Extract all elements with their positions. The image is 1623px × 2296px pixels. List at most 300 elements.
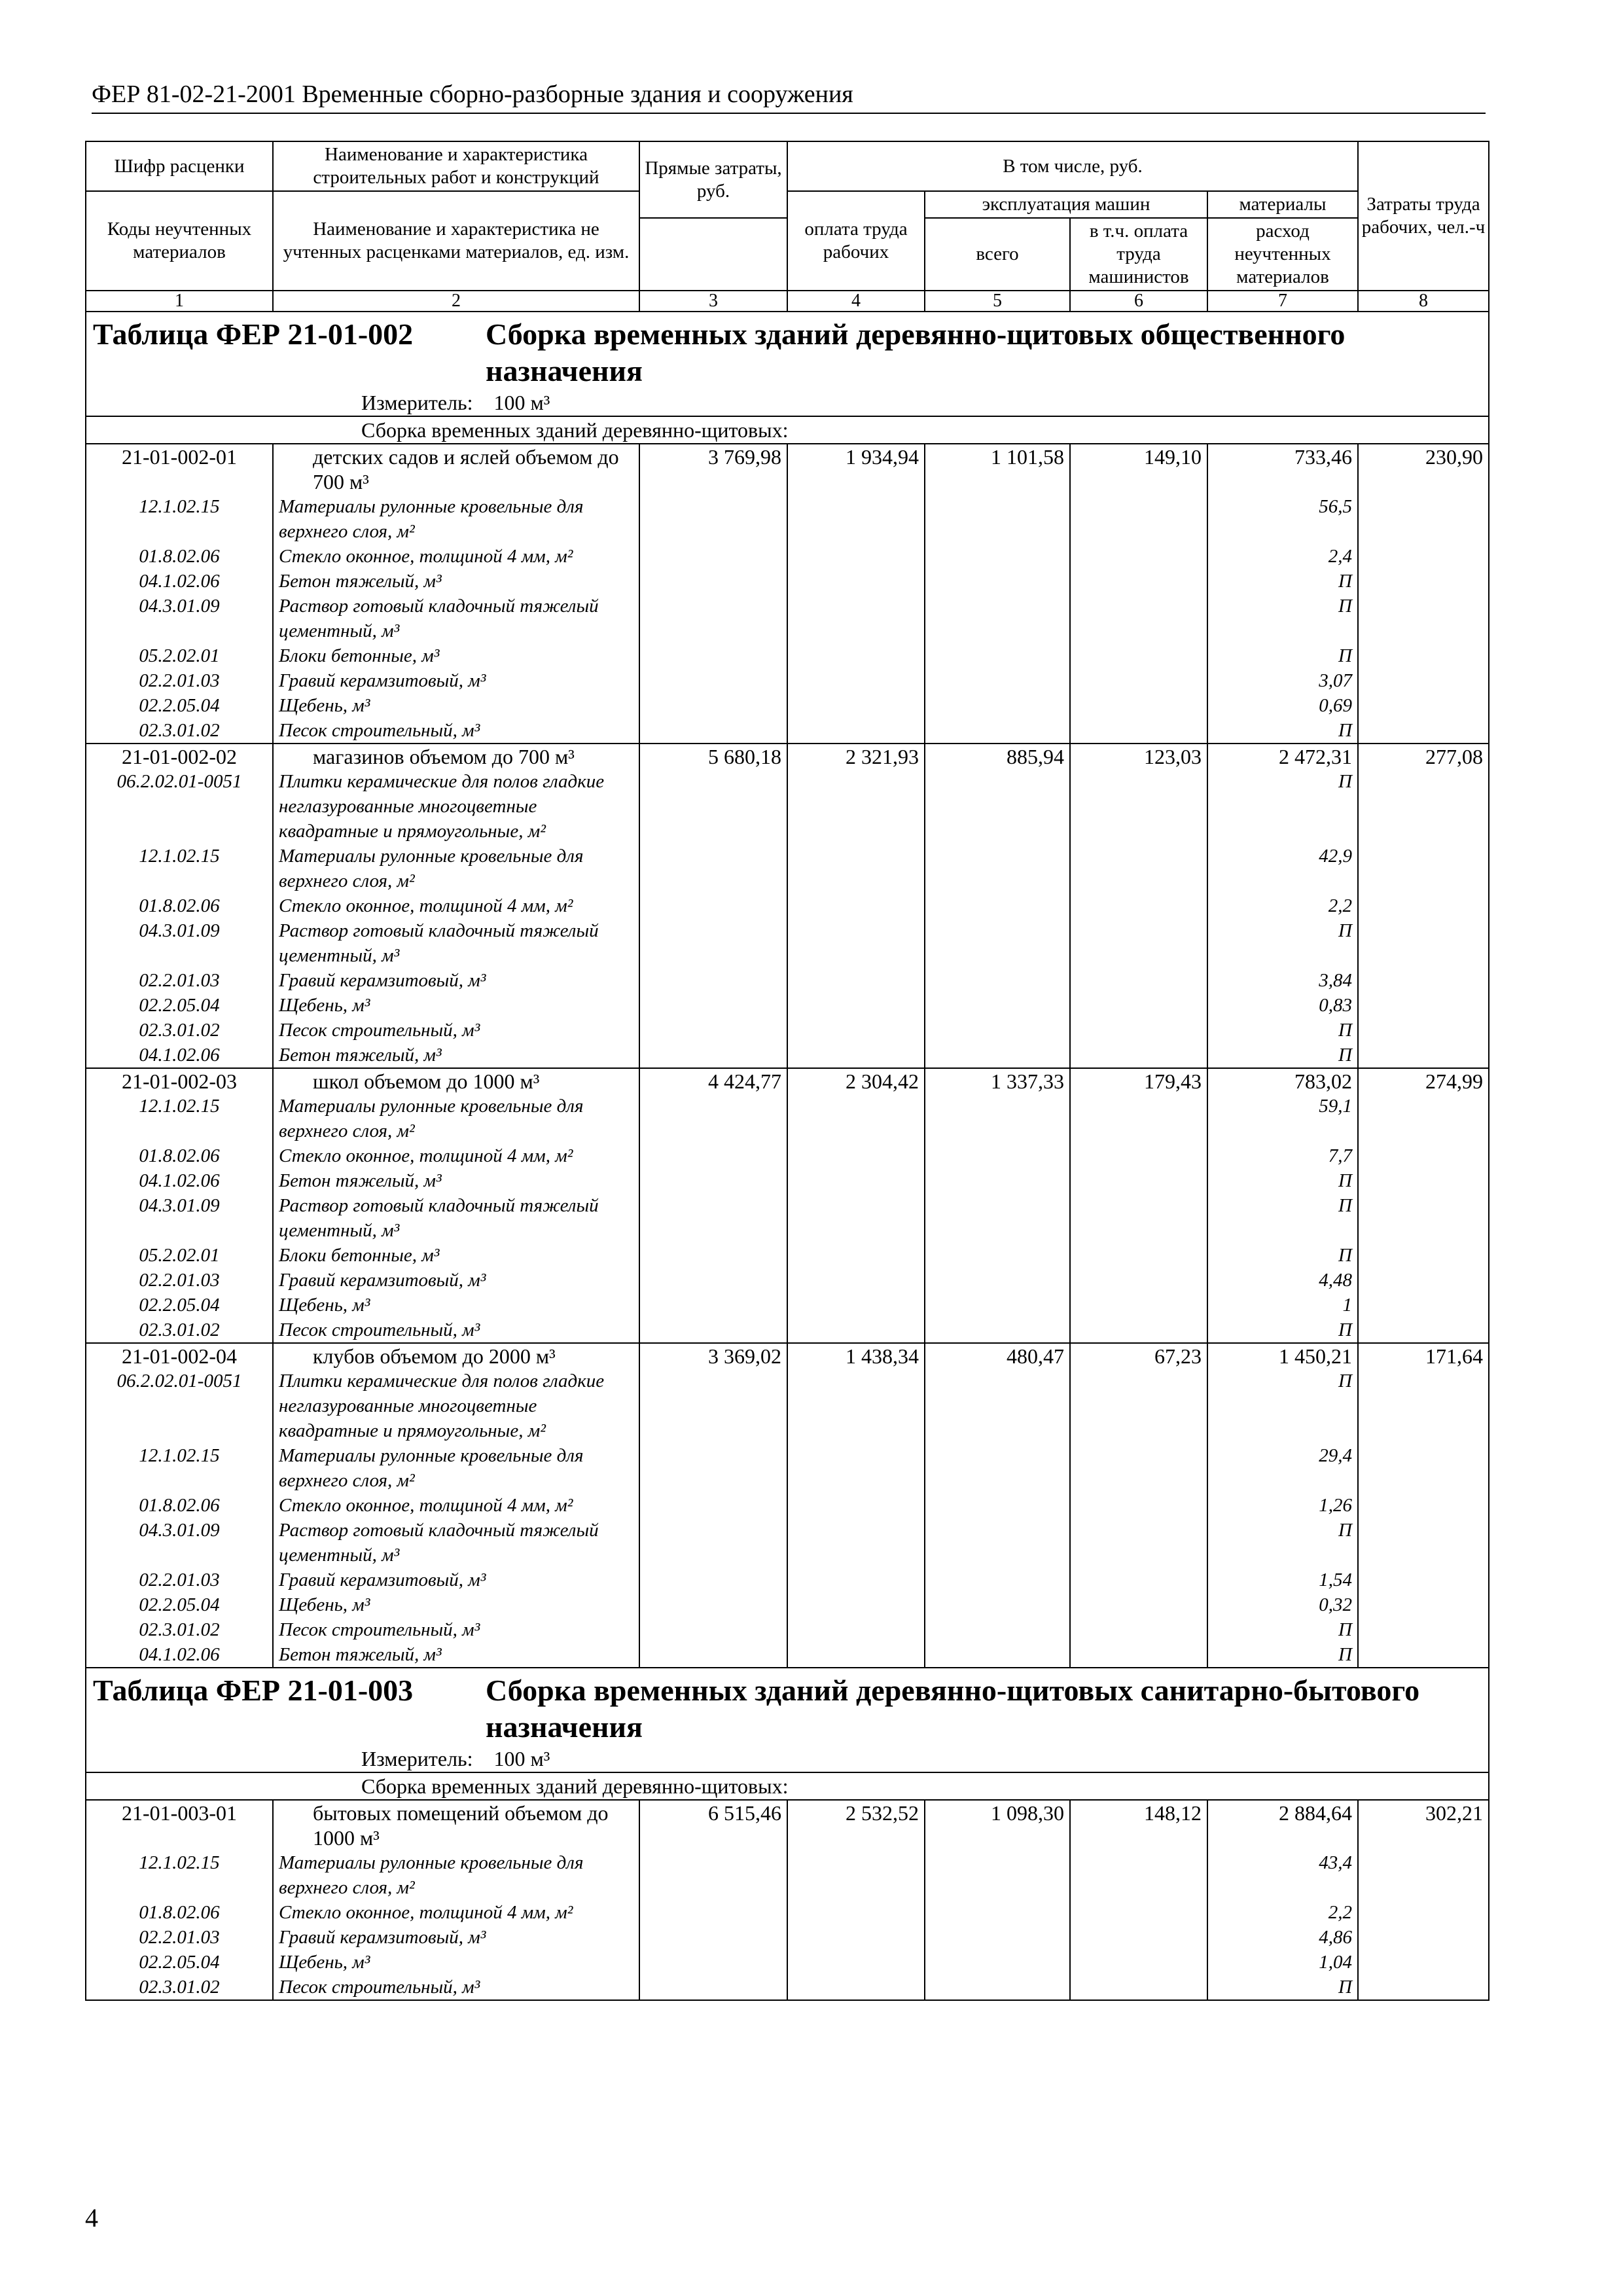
material-name: Щебень, м³ xyxy=(273,1950,639,1975)
material-row xyxy=(86,1018,1489,1043)
material-qty: 43,4 xyxy=(1207,1850,1358,1900)
col2-top-header: Наименование и характеристика строительных работ и конструкций xyxy=(273,141,639,191)
direct-cost: 4 424,77 xyxy=(639,1068,787,1094)
empty-cell xyxy=(1358,1168,1489,1193)
table-label: Таблица ФЕР 21-01-002 xyxy=(93,317,414,351)
empty-cell xyxy=(1358,993,1489,1018)
empty-cell xyxy=(925,693,1070,718)
empty-cell xyxy=(639,1617,787,1642)
material-code: 04.3.01.09 xyxy=(86,594,273,643)
material-code: 06.2.02.01-0051 xyxy=(86,769,273,844)
material-name: Щебень, м³ xyxy=(273,1293,639,1318)
empty-cell xyxy=(1358,1293,1489,1318)
rates-table-container xyxy=(85,141,1488,2001)
empty-cell xyxy=(1358,1900,1489,1925)
material-code: 04.1.02.06 xyxy=(86,569,273,594)
material-name: Гравий керамзитовый, м³ xyxy=(273,668,639,693)
material-name: Раствор готовый кладочный тяжелый цементный, м³ xyxy=(273,918,639,968)
material-code: 02.2.05.04 xyxy=(86,1293,273,1318)
material-row xyxy=(86,1293,1489,1318)
rate-row xyxy=(86,1068,1489,1094)
material-qty: П xyxy=(1207,1243,1358,1268)
empty-cell xyxy=(639,1193,787,1243)
material-code: 02.2.01.03 xyxy=(86,668,273,693)
empty-cell xyxy=(1070,594,1207,643)
direct-cost: 5 680,18 xyxy=(639,744,787,769)
labor-hours: 171,64 xyxy=(1358,1343,1489,1369)
empty-cell xyxy=(1070,1243,1207,1268)
material-row xyxy=(86,1568,1489,1592)
machine-cost: 1 101,58 xyxy=(925,444,1070,494)
empty-cell xyxy=(1358,668,1489,693)
material-row xyxy=(86,668,1489,693)
empty-cell xyxy=(1070,1493,1207,1518)
empty-cell xyxy=(1070,1568,1207,1592)
empty-cell xyxy=(787,769,925,844)
material-qty: П xyxy=(1207,594,1358,643)
material-code: 02.2.05.04 xyxy=(86,993,273,1018)
empty-cell xyxy=(787,968,925,993)
empty-cell xyxy=(1358,1493,1489,1518)
empty-cell xyxy=(1358,844,1489,893)
material-row xyxy=(86,769,1489,844)
material-row xyxy=(86,1975,1489,2000)
empty-cell xyxy=(1358,643,1489,668)
empty-cell xyxy=(787,1243,925,1268)
empty-cell xyxy=(787,544,925,569)
material-row xyxy=(86,1617,1489,1642)
material-qty: 1,26 xyxy=(1207,1493,1358,1518)
material-qty: 1,04 xyxy=(1207,1950,1358,1975)
material-name: Песок строительный, м³ xyxy=(273,1617,639,1642)
material-row xyxy=(86,643,1489,668)
empty-cell xyxy=(639,993,787,1018)
material-code: 12.1.02.15 xyxy=(86,844,273,893)
machinist-labor-cost: 148,12 xyxy=(1070,1800,1207,1850)
empty-cell xyxy=(787,1518,925,1568)
empty-cell xyxy=(1070,643,1207,668)
material-qty: П xyxy=(1207,1168,1358,1193)
empty-cell xyxy=(1070,1518,1207,1568)
empty-cell xyxy=(925,1642,1070,1668)
page-number: 4 xyxy=(85,2203,98,2233)
empty-cell xyxy=(639,1293,787,1318)
material-qty: П xyxy=(1207,569,1358,594)
rate-name: детских садов и яслей объемом до 700 м³ xyxy=(273,444,639,494)
col4-header: оплата труда рабочих xyxy=(787,191,925,291)
empty-cell xyxy=(1358,494,1489,544)
empty-cell xyxy=(1070,1268,1207,1293)
material-code: 12.1.02.15 xyxy=(86,1443,273,1493)
empty-cell xyxy=(639,1043,787,1068)
material-code: 02.3.01.02 xyxy=(86,1018,273,1043)
empty-cell xyxy=(639,1243,787,1268)
material-code: 04.3.01.09 xyxy=(86,918,273,968)
material-name: Блоки бетонные, м³ xyxy=(273,643,639,668)
unit-value: 100 м³ xyxy=(493,391,550,414)
material-name: Щебень, м³ xyxy=(273,993,639,1018)
empty-cell xyxy=(787,1094,925,1143)
empty-cell xyxy=(925,968,1070,993)
material-name: Блоки бетонные, м³ xyxy=(273,1243,639,1268)
material-name: Песок строительный, м³ xyxy=(273,1318,639,1343)
material-name: Раствор готовый кладочный тяжелый цементный, м³ xyxy=(273,1518,639,1568)
empty-cell xyxy=(1358,1318,1489,1343)
table-name: Сборка временных зданий деревянно-щитовых санитарно-бытового назначения xyxy=(486,1674,1420,1744)
material-qty: 3,07 xyxy=(1207,668,1358,693)
table-title xyxy=(86,1668,1489,1746)
machine-cost: 480,47 xyxy=(925,1343,1070,1369)
material-qty: П xyxy=(1207,769,1358,844)
material-qty: 0,69 xyxy=(1207,693,1358,718)
empty-cell xyxy=(1070,494,1207,544)
material-qty: П xyxy=(1207,643,1358,668)
material-row xyxy=(86,1193,1489,1243)
empty-cell xyxy=(925,1018,1070,1043)
material-name: Материалы рулонные кровельные для верхнего слоя, м² xyxy=(273,1443,639,1493)
empty-cell xyxy=(925,844,1070,893)
empty-cell xyxy=(639,1268,787,1293)
material-qty: 1,54 xyxy=(1207,1568,1358,1592)
empty-cell xyxy=(787,594,925,643)
machinist-labor-cost: 149,10 xyxy=(1070,444,1207,494)
material-row xyxy=(86,693,1489,718)
empty-cell xyxy=(1070,569,1207,594)
empty-cell xyxy=(787,718,925,744)
empty-cell xyxy=(1070,1592,1207,1617)
col-number: 6 xyxy=(1070,291,1207,312)
empty-cell xyxy=(639,918,787,968)
empty-cell xyxy=(1358,968,1489,993)
empty-cell xyxy=(1358,769,1489,844)
material-qty: 4,48 xyxy=(1207,1268,1358,1293)
empty-cell xyxy=(1358,569,1489,594)
material-code: 02.2.01.03 xyxy=(86,1268,273,1293)
group-title: Сборка временных зданий деревянно-щитовых: xyxy=(86,1772,1489,1800)
empty-cell xyxy=(639,1094,787,1143)
empty-cell xyxy=(639,1493,787,1518)
empty-cell xyxy=(1070,668,1207,693)
material-code: 02.2.05.04 xyxy=(86,1950,273,1975)
materials-cost: 783,02 xyxy=(1207,1068,1358,1094)
rate-row xyxy=(86,744,1489,769)
material-code: 12.1.02.15 xyxy=(86,1850,273,1900)
empty-cell xyxy=(639,1850,787,1900)
rate-name: клубов объемом до 2000 м³ xyxy=(273,1343,639,1369)
col-number: 7 xyxy=(1207,291,1358,312)
material-qty: 42,9 xyxy=(1207,844,1358,893)
table-name: Сборка временных зданий деревянно-щитовых общественного назначения xyxy=(486,317,1346,387)
running-header: ФЕР 81-02-21-2001 Временные сборно-разборные здания и сооружения xyxy=(92,79,1486,114)
empty-cell xyxy=(925,1592,1070,1617)
empty-cell xyxy=(925,993,1070,1018)
col8-header: Затраты труда рабочих, чел.-ч xyxy=(1358,141,1489,291)
empty-cell xyxy=(1070,1900,1207,1925)
machinist-labor-cost: 179,43 xyxy=(1070,1068,1207,1094)
empty-cell xyxy=(1358,1850,1489,1900)
col-number: 5 xyxy=(925,291,1070,312)
empty-cell xyxy=(787,1318,925,1343)
direct-cost: 3 769,98 xyxy=(639,444,787,494)
empty-cell xyxy=(1358,1925,1489,1950)
material-name: Материалы рулонные кровельные для верхнего слоя, м² xyxy=(273,494,639,544)
material-name: Гравий керамзитовый, м³ xyxy=(273,1268,639,1293)
empty-cell xyxy=(925,1900,1070,1925)
empty-cell xyxy=(1070,1094,1207,1143)
empty-cell xyxy=(925,1975,1070,2000)
labor-cost: 2 321,93 xyxy=(787,744,925,769)
direct-cost: 3 369,02 xyxy=(639,1343,787,1369)
empty-cell xyxy=(639,1518,787,1568)
material-code: 05.2.02.01 xyxy=(86,1243,273,1268)
empty-cell xyxy=(925,718,1070,744)
empty-cell xyxy=(925,1243,1070,1268)
empty-cell xyxy=(787,668,925,693)
empty-cell xyxy=(787,1568,925,1592)
empty-cell xyxy=(787,893,925,918)
empty-cell xyxy=(925,1094,1070,1143)
col3-spacer xyxy=(639,218,787,291)
empty-cell xyxy=(787,1975,925,2000)
empty-cell xyxy=(639,1568,787,1592)
empty-cell xyxy=(1358,1018,1489,1043)
unit-row xyxy=(86,1746,1489,1772)
machinist-labor-cost: 123,03 xyxy=(1070,744,1207,769)
empty-cell xyxy=(1070,718,1207,744)
materials-header: материалы xyxy=(1207,191,1358,218)
empty-cell xyxy=(1070,1293,1207,1318)
rate-code: 21-01-002-04 xyxy=(86,1343,273,1369)
material-code: 02.2.05.04 xyxy=(86,693,273,718)
material-qty: 0,83 xyxy=(1207,993,1358,1018)
empty-cell xyxy=(925,1518,1070,1568)
material-name: Плитки керамические для полов гладкие неглазурованные многоцветные квадратные и прямоугольные, м² xyxy=(273,769,639,844)
empty-cell xyxy=(1070,1043,1207,1068)
empty-cell xyxy=(639,544,787,569)
labor-hours: 302,21 xyxy=(1358,1800,1489,1850)
material-name: Бетон тяжелый, м³ xyxy=(273,569,639,594)
empty-cell xyxy=(787,1143,925,1168)
empty-cell xyxy=(1070,1950,1207,1975)
material-name: Стекло оконное, толщиной 4 мм, м² xyxy=(273,1143,639,1168)
labor-cost: 1 934,94 xyxy=(787,444,925,494)
machine-cost: 1 337,33 xyxy=(925,1068,1070,1094)
empty-cell xyxy=(925,1443,1070,1493)
material-row xyxy=(86,1168,1489,1193)
empty-cell xyxy=(1070,1850,1207,1900)
material-qty: П xyxy=(1207,1018,1358,1043)
col-number: 8 xyxy=(1358,291,1489,312)
material-code: 04.3.01.09 xyxy=(86,1193,273,1243)
col-number: 4 xyxy=(787,291,925,312)
column-numbers-row xyxy=(86,291,1489,312)
empty-cell xyxy=(925,668,1070,693)
unit-value: 100 м³ xyxy=(493,1747,550,1770)
table-title-row xyxy=(86,312,1489,389)
material-qty: П xyxy=(1207,1975,1358,2000)
material-qty: П xyxy=(1207,1193,1358,1243)
empty-cell xyxy=(1070,1318,1207,1343)
empty-cell xyxy=(1070,1443,1207,1493)
empty-cell xyxy=(1070,1925,1207,1950)
material-name: Стекло оконное, толщиной 4 мм, м² xyxy=(273,544,639,569)
material-name: Раствор готовый кладочный тяжелый цементный, м³ xyxy=(273,594,639,643)
empty-cell xyxy=(1358,1268,1489,1293)
material-row xyxy=(86,1592,1489,1617)
material-row xyxy=(86,718,1489,744)
material-qty: 0,32 xyxy=(1207,1592,1358,1617)
empty-cell xyxy=(1070,1642,1207,1668)
material-row xyxy=(86,569,1489,594)
material-qty: П xyxy=(1207,718,1358,744)
group-row xyxy=(86,416,1489,444)
materials-cost: 2 472,31 xyxy=(1207,744,1358,769)
material-code: 01.8.02.06 xyxy=(86,1900,273,1925)
empty-cell xyxy=(1358,1143,1489,1168)
empty-cell xyxy=(787,918,925,968)
material-code: 01.8.02.06 xyxy=(86,1143,273,1168)
material-name: Материалы рулонные кровельные для верхнего слоя, м² xyxy=(273,1094,639,1143)
empty-cell xyxy=(787,643,925,668)
rate-row xyxy=(86,1343,1489,1369)
empty-cell xyxy=(1358,1617,1489,1642)
col3-header: Прямые затраты, руб. xyxy=(639,141,787,218)
empty-cell xyxy=(925,1268,1070,1293)
material-name: Стекло оконное, толщиной 4 мм, м² xyxy=(273,893,639,918)
material-row xyxy=(86,1925,1489,1950)
empty-cell xyxy=(1358,1518,1489,1568)
empty-cell xyxy=(639,844,787,893)
material-name: Гравий керамзитовый, м³ xyxy=(273,1568,639,1592)
material-code: 02.3.01.02 xyxy=(86,1318,273,1343)
empty-cell xyxy=(925,1568,1070,1592)
empty-cell xyxy=(1070,893,1207,918)
empty-cell xyxy=(639,1925,787,1950)
material-code: 12.1.02.15 xyxy=(86,494,273,544)
material-qty: 2,2 xyxy=(1207,893,1358,918)
empty-cell xyxy=(787,1043,925,1068)
material-name: Гравий керамзитовый, м³ xyxy=(273,1925,639,1950)
unit-row xyxy=(86,389,1489,416)
col1-bottom-header: Коды неучтенных материалов xyxy=(86,191,273,291)
material-qty: 3,84 xyxy=(1207,968,1358,993)
material-code: 02.3.01.02 xyxy=(86,1975,273,2000)
empty-cell xyxy=(925,1850,1070,1900)
rate-row xyxy=(86,444,1489,494)
empty-cell xyxy=(787,1850,925,1900)
empty-cell xyxy=(925,1493,1070,1518)
rate-code: 21-01-003-01 xyxy=(86,1800,273,1850)
empty-cell xyxy=(1358,1592,1489,1617)
table-title xyxy=(86,312,1489,389)
material-qty: П xyxy=(1207,1369,1358,1443)
labor-cost: 1 438,34 xyxy=(787,1343,925,1369)
empty-cell xyxy=(639,968,787,993)
material-row xyxy=(86,1268,1489,1293)
material-name: Гравий керамзитовый, м³ xyxy=(273,968,639,993)
empty-cell xyxy=(639,1318,787,1343)
rate-code: 21-01-002-02 xyxy=(86,744,273,769)
empty-cell xyxy=(787,1900,925,1925)
empty-cell xyxy=(1358,1369,1489,1443)
empty-cell xyxy=(1358,1193,1489,1243)
material-code: 04.1.02.06 xyxy=(86,1642,273,1668)
material-name: Песок строительный, м³ xyxy=(273,1975,639,2000)
empty-cell xyxy=(925,1950,1070,1975)
empty-cell xyxy=(925,1193,1070,1243)
empty-cell xyxy=(787,1925,925,1950)
material-qty: 2,4 xyxy=(1207,544,1358,569)
rate-name: магазинов объемом до 700 м³ xyxy=(273,744,639,769)
empty-cell xyxy=(787,1950,925,1975)
empty-cell xyxy=(639,668,787,693)
machine-cost: 885,94 xyxy=(925,744,1070,769)
material-code: 02.2.01.03 xyxy=(86,968,273,993)
material-code: 01.8.02.06 xyxy=(86,1493,273,1518)
empty-cell xyxy=(639,643,787,668)
empty-cell xyxy=(639,1642,787,1668)
table-label: Таблица ФЕР 21-01-003 xyxy=(93,1674,414,1707)
empty-cell xyxy=(1070,918,1207,968)
empty-cell xyxy=(925,494,1070,544)
empty-cell xyxy=(1070,1018,1207,1043)
empty-cell xyxy=(1358,918,1489,968)
material-qty: 56,5 xyxy=(1207,494,1358,544)
material-qty: П xyxy=(1207,1043,1358,1068)
material-qty: 59,1 xyxy=(1207,1094,1358,1143)
included-header: В том числе, руб. xyxy=(787,141,1358,191)
material-row xyxy=(86,968,1489,993)
material-name: Стекло оконное, толщиной 4 мм, м² xyxy=(273,1900,639,1925)
empty-cell xyxy=(925,594,1070,643)
empty-cell xyxy=(1070,1369,1207,1443)
col7-header: расход неучтенных материалов xyxy=(1207,218,1358,291)
material-code: 02.2.01.03 xyxy=(86,1568,273,1592)
materials-cost: 1 450,21 xyxy=(1207,1343,1358,1369)
group-row xyxy=(86,1772,1489,1800)
empty-cell xyxy=(925,1318,1070,1343)
empty-cell xyxy=(925,769,1070,844)
empty-cell xyxy=(787,1642,925,1668)
material-qty: П xyxy=(1207,1617,1358,1642)
material-name: Щебень, м³ xyxy=(273,693,639,718)
empty-cell xyxy=(1070,769,1207,844)
empty-cell xyxy=(1070,1617,1207,1642)
empty-cell xyxy=(925,1925,1070,1950)
empty-cell xyxy=(1358,1043,1489,1068)
empty-cell xyxy=(787,1369,925,1443)
material-code: 02.3.01.02 xyxy=(86,718,273,744)
material-code: 01.8.02.06 xyxy=(86,544,273,569)
empty-cell xyxy=(639,1369,787,1443)
empty-cell xyxy=(639,1168,787,1193)
empty-cell xyxy=(1358,1243,1489,1268)
material-row xyxy=(86,1143,1489,1168)
direct-cost: 6 515,46 xyxy=(639,1800,787,1850)
material-row xyxy=(86,1518,1489,1568)
empty-cell xyxy=(787,1443,925,1493)
material-name: Материалы рулонные кровельные для верхнего слоя, м² xyxy=(273,1850,639,1900)
labor-hours: 274,99 xyxy=(1358,1068,1489,1094)
material-row xyxy=(86,1850,1489,1900)
empty-cell xyxy=(787,1592,925,1617)
material-row xyxy=(86,1493,1489,1518)
materials-cost: 733,46 xyxy=(1207,444,1358,494)
material-code: 05.2.02.01 xyxy=(86,643,273,668)
material-row xyxy=(86,1443,1489,1493)
empty-cell xyxy=(1070,968,1207,993)
empty-cell xyxy=(925,1168,1070,1193)
